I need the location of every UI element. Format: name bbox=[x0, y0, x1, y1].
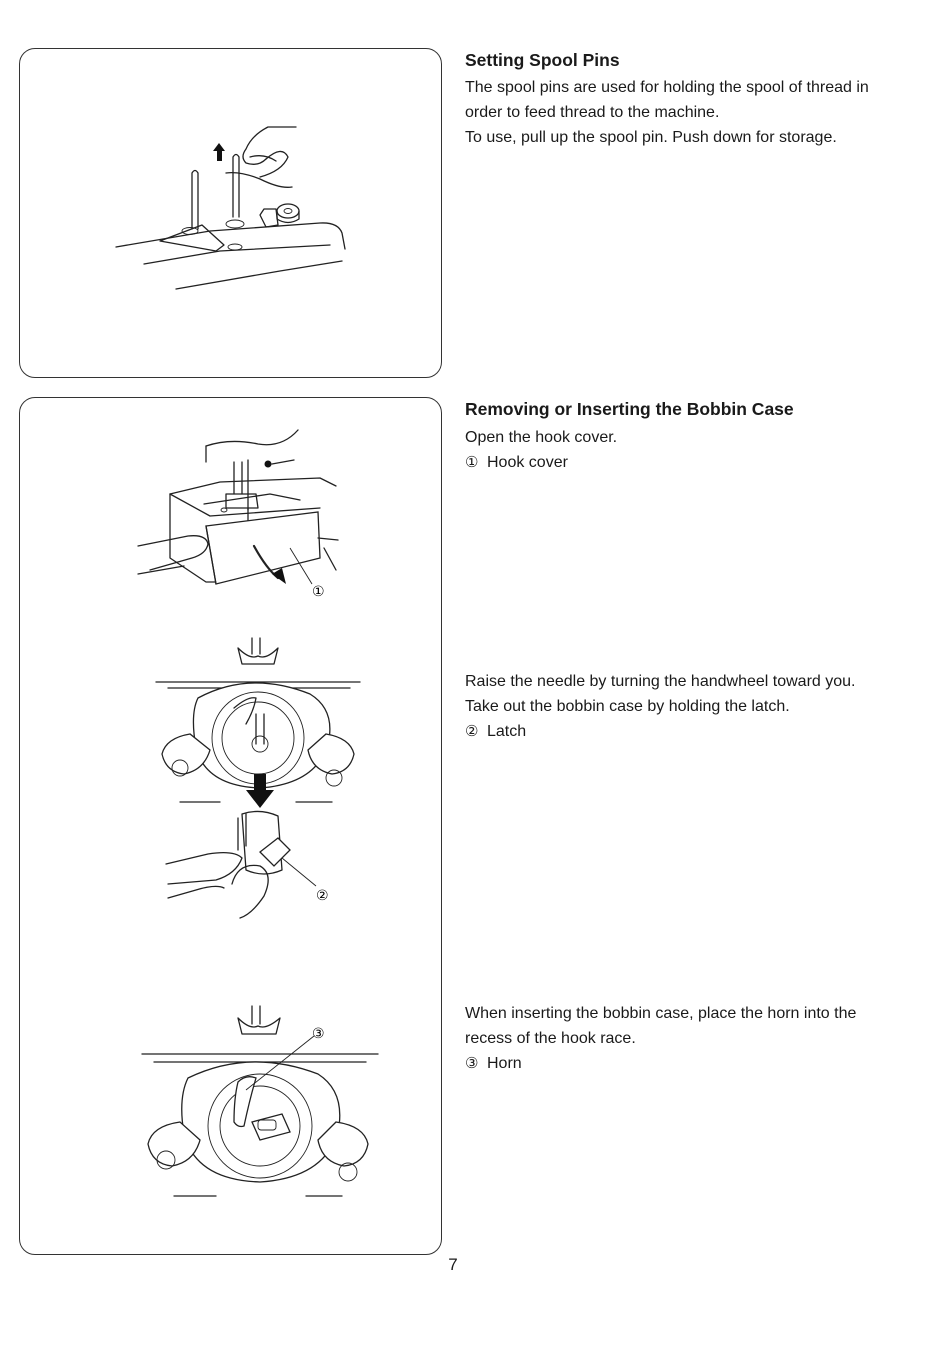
spool-pin-illustration-panel bbox=[19, 48, 442, 378]
hook-cover-figure bbox=[138, 430, 338, 600]
spool-pin-illustration bbox=[20, 49, 443, 379]
step-open-hook-cover bbox=[465, 425, 915, 475]
paragraph-line: recess of the hook race. bbox=[465, 1030, 636, 1047]
callout-line bbox=[465, 719, 915, 744]
spool-pins-description bbox=[465, 75, 915, 150]
latch-label: ② bbox=[316, 888, 329, 904]
section-title-spool-pins: Setting Spool Pins bbox=[465, 50, 620, 70]
paragraph-line: When inserting the bobbin case, place the horn into the bbox=[465, 1005, 857, 1022]
callout-text: Hook cover bbox=[487, 454, 568, 471]
callout-number: ③ bbox=[465, 1055, 479, 1072]
paragraph-line: The spool pins are used for holding the spool of thread in bbox=[465, 79, 869, 96]
callout-line bbox=[465, 450, 915, 475]
paragraph-line: Take out the bobbin case by holding the latch. bbox=[465, 698, 790, 715]
bobbin-removal-figure bbox=[156, 638, 360, 918]
paragraph-line: Raise the needle by turning the handwheel toward you. bbox=[465, 673, 856, 690]
callout-number: ① bbox=[465, 454, 479, 471]
hook-cover-label: ① bbox=[312, 584, 325, 600]
callout-number: ② bbox=[465, 723, 479, 740]
page-number: 7 bbox=[448, 1255, 458, 1274]
callout-text: Latch bbox=[487, 723, 527, 740]
paragraph-line: Open the hook cover. bbox=[465, 429, 618, 446]
callout-line bbox=[465, 1051, 915, 1076]
step-remove-bobbin-case bbox=[465, 669, 915, 744]
paragraph-line: To use, pull up the spool pin. Push down for storage. bbox=[465, 129, 837, 146]
section-title-bobbin-case: Removing or Inserting the Bobbin Case bbox=[465, 399, 794, 419]
step-insert-bobbin-case bbox=[465, 1001, 915, 1076]
horn-label: ③ bbox=[312, 1026, 325, 1042]
callout-text: Horn bbox=[487, 1055, 522, 1072]
bobbin-case-illustration bbox=[20, 398, 443, 1256]
bobbin-case-illustration-panel bbox=[19, 397, 442, 1255]
paragraph-line: order to feed thread to the machine. bbox=[465, 104, 720, 121]
bobbin-insert-figure bbox=[142, 1006, 378, 1196]
